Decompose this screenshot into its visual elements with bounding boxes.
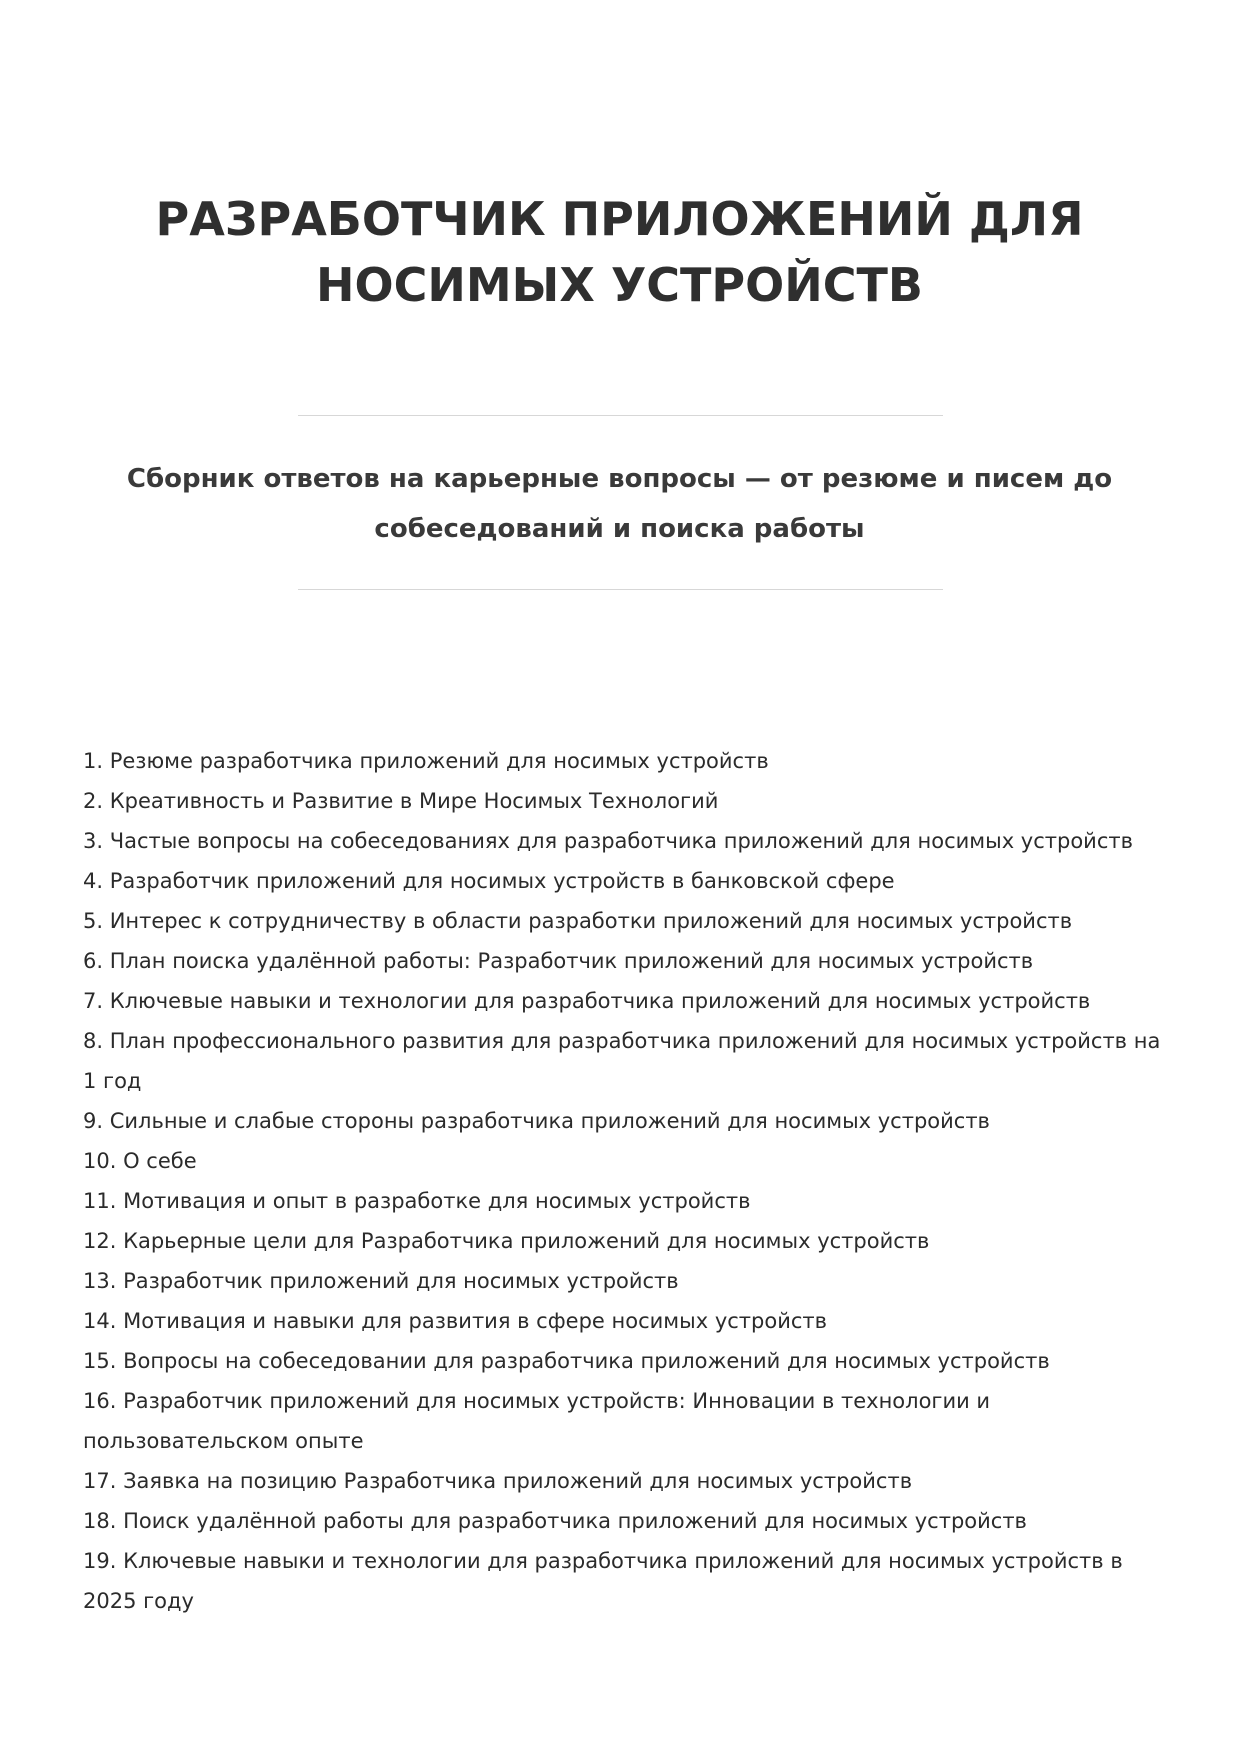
toc-item: 2. Креативность и Развитие в Мире Носимых Технологий (83, 789, 719, 813)
toc-item: 8. План профессионального развития для разработчика приложений для носимых устройств на 1 год (83, 1029, 1161, 1093)
toc-item: 6. План поиска удалённой работы: Разработчик приложений для носимых устройств (83, 949, 1034, 973)
toc-item: 3. Частые вопросы на собеседованиях для разработчика приложений для носимых устройств (83, 829, 1133, 853)
toc-item: 14. Мотивация и навыки для развития в сфере носимых устройств (83, 1309, 828, 1333)
toc-item: 9. Сильные и слабые стороны разработчика приложений для носимых устройств (83, 1109, 990, 1133)
table-of-contents (83, 741, 1163, 1621)
toc-item: 19. Ключевые навыки и технологии для разработчика приложений для носимых устройств в 2025 году (83, 1549, 1123, 1613)
toc-item: 10. О себе (83, 1149, 197, 1173)
toc-item: 7. Ключевые навыки и технологии для разработчика приложений для носимых устройств (83, 989, 1091, 1013)
document-title (0, 186, 1239, 318)
document-title-line-1: РАЗРАБОТЧИК ПРИЛОЖЕНИЙ ДЛЯ (155, 192, 1084, 246)
toc-item: 12. Карьерные цели для Разработчика приложений для носимых устройств (83, 1229, 930, 1253)
toc-item: 5. Интерес к сотрудничеству в области разработки приложений для носимых устройств (83, 909, 1073, 933)
toc-item: 13. Разработчик приложений для носимых устройств (83, 1269, 679, 1293)
toc-item: 11. Мотивация и опыт в разработке для носимых устройств (83, 1189, 751, 1213)
toc-item: 18. Поиск удалённой работы для разработчика приложений для носимых устройств (83, 1509, 1027, 1533)
document-subtitle-line-1: Сборник ответов на карьерные вопросы — от резюме и писем до (126, 464, 1113, 494)
toc-item: 1. Резюме разработчика приложений для носимых устройств (83, 749, 769, 773)
toc-item: 17. Заявка на позицию Разработчика приложений для носимых устройств (83, 1469, 913, 1493)
bottom-divider (298, 589, 943, 590)
toc-item: 15. Вопросы на собеседовании для разработчика приложений для носимых устройств (83, 1349, 1050, 1373)
document-subtitle (0, 454, 1239, 554)
top-divider (298, 415, 943, 416)
toc-item: 16. Разработчик приложений для носимых устройств: Инновации в технологии и пользовательском опыте (83, 1389, 991, 1453)
toc-item: 4. Разработчик приложений для носимых устройств в банковской сфере (83, 869, 895, 893)
document-subtitle-line-2: собеседований и поиска работы (374, 514, 865, 544)
document-title-line-2: НОСИМЫХ УСТРОЙСТВ (316, 258, 923, 312)
